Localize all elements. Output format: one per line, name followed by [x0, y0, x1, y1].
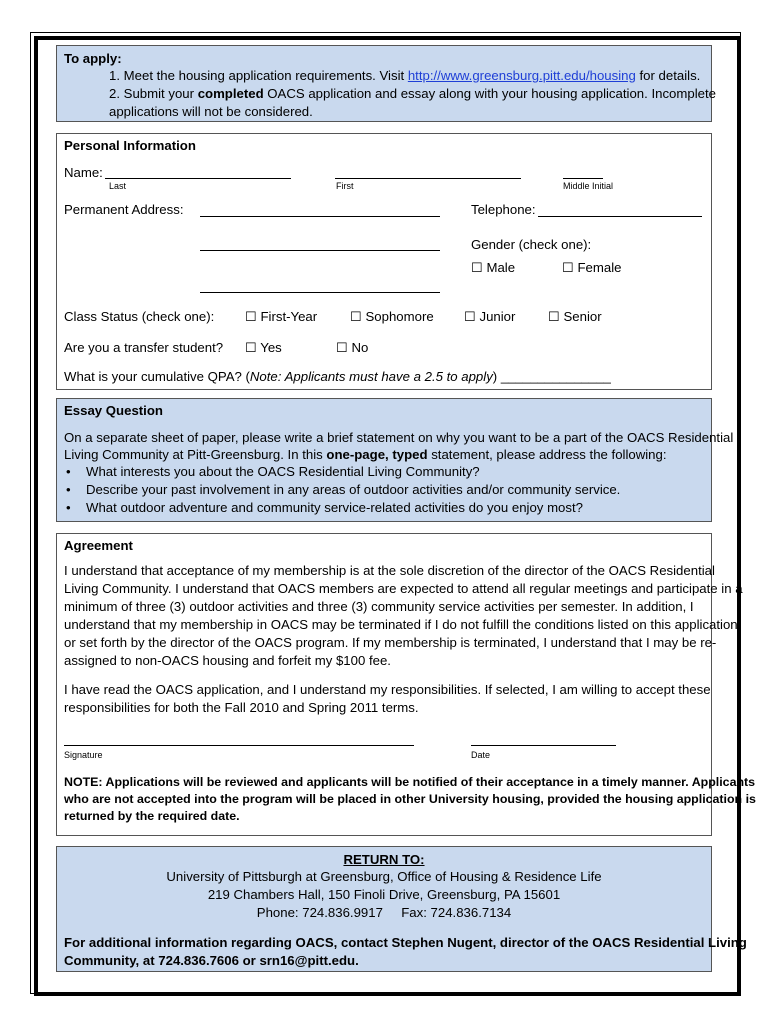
- return-line1: University of Pittsburgh at Greensburg, Office of Housing & Residence Life: [166, 869, 602, 884]
- contact-line1: For additional information regarding OACS, contact Stephen Nugent, director of the OACS Residential Living: [64, 935, 747, 950]
- list-item: • What interests you about the OACS Residential Living Community?: [64, 463, 620, 481]
- list-item: • What outdoor adventure and community service-related activities do you enjoy most?: [64, 499, 620, 517]
- transfer-label: Are you a transfer student?: [64, 340, 224, 355]
- telephone-label: Telephone:: [471, 202, 536, 217]
- note-line2: who are not accepted into the program will be placed in other University housing, provided the housing application is: [64, 792, 756, 806]
- return-line2: 219 Chambers Hall, 150 Finoli Drive, Greensburg, PA 15601: [207, 887, 561, 902]
- essay-heading: Essay Question: [64, 403, 163, 418]
- agreement-para1-line2: Living Community. I understand that OACS members are expected to attend all regular meetings and participate in a: [64, 581, 743, 596]
- middle-initial-field[interactable]: [563, 178, 603, 179]
- address-line-2[interactable]: [200, 250, 440, 251]
- qpa-question: What is your cumulative QPA? (Note: Applicants must have a 2.5 to apply) _______________: [64, 369, 611, 384]
- essay-intro-1: On a separate sheet of paper, please write a brief statement on why you want to be a part of the OACS Residential: [64, 430, 734, 445]
- transfer-no-checkbox[interactable]: ☐ No: [336, 340, 369, 355]
- agreement-para2-line2: responsibilities for both the Fall 2010 and Spring 2011 terms.: [64, 700, 419, 715]
- personal-heading: Personal Information: [64, 138, 196, 153]
- date-field[interactable]: [471, 745, 616, 746]
- class-junior-checkbox[interactable]: ☐ Junior: [464, 309, 516, 324]
- signature-caption: Signature: [64, 750, 103, 760]
- first-caption: First: [336, 181, 354, 191]
- return-line3: Phone: 724.836.9917 Fax: 724.836.7134: [256, 905, 512, 920]
- address-line-1[interactable]: [200, 216, 440, 217]
- return-heading: RETURN TO:: [343, 852, 425, 867]
- transfer-yes-checkbox[interactable]: ☐ Yes: [245, 340, 282, 355]
- class-senior-checkbox[interactable]: ☐ Senior: [548, 309, 602, 324]
- apply-step-1: 1. Meet the housing application requirements. Visit http://www.greensburg.pitt.edu/housing for details.: [109, 68, 701, 83]
- gender-male-checkbox[interactable]: ☐ Male: [471, 260, 516, 275]
- agreement-para1-line6: assigned to non-OACS housing and forfeit my $100 fee.: [64, 653, 391, 668]
- date-caption: Date: [471, 750, 491, 760]
- gender-female-checkbox[interactable]: ☐ Female: [562, 260, 622, 275]
- apply-step-2: 2. Submit your completed OACS application and essay along with your housing application. Incomplete: [109, 86, 716, 101]
- name-label: Name:: [64, 165, 103, 180]
- essay-bullets: [64, 463, 620, 517]
- housing-link[interactable]: http://www.greensburg.pitt.edu/housing: [407, 68, 636, 83]
- apply-step-2-cont: applications will not be considered.: [109, 104, 313, 119]
- contact-line2: Community, at 724.836.7606 or srn16@pitt.edu.: [64, 953, 359, 968]
- middle-caption: Middle Initial: [563, 181, 614, 191]
- note-line3: returned by the required date.: [64, 809, 240, 823]
- agreement-para1-line1: I understand that acceptance of my membership is at the sole discretion of the director of the OACS Residential: [64, 563, 715, 578]
- agreement-para1-line4: understand that my membership in OACS may be terminated if I do not fulfill the conditions listed on this application: [64, 617, 738, 632]
- agreement-section: [56, 533, 756, 836]
- agreement-para1-line3: minimum of three (3) outdoor activities and three (3) community service activities per semester. In addition, I: [64, 599, 694, 614]
- essay-intro-2: Living Community at Pitt-Greensburg. In this one-page, typed statement, please address the following:: [64, 447, 667, 462]
- agreement-para2-line1: I have read the OACS application, and I understand my responsibilities. If selected, I am willing to accept these: [64, 682, 711, 697]
- apply-heading: To apply:: [64, 51, 122, 66]
- last-name-field[interactable]: [105, 178, 291, 179]
- class-status-label: Class Status (check one):: [64, 309, 215, 324]
- note-line1: NOTE: Applications will be reviewed and applicants will be notified of their acceptance in a timely manner. Applicants: [64, 775, 756, 789]
- agreement-para1-line5: or set forth by the director of the OACS program. If my membership is terminated, I understand that I may be re-: [64, 635, 717, 650]
- list-item: • Describe your past involvement in any areas of outdoor activities and/or community service.: [64, 481, 620, 499]
- telephone-field[interactable]: [538, 216, 702, 217]
- class-sophomore-checkbox[interactable]: ☐ Sophomore: [350, 309, 434, 324]
- return-section: [56, 846, 747, 972]
- first-name-field[interactable]: [335, 178, 521, 179]
- personal-section: [56, 133, 712, 390]
- agreement-heading: Agreement: [64, 538, 133, 553]
- address-line-3[interactable]: [200, 292, 440, 293]
- signature-field[interactable]: [64, 745, 414, 746]
- apply-section: [56, 45, 716, 122]
- class-first-year-checkbox[interactable]: ☐ First-Year: [245, 309, 318, 324]
- last-caption: Last: [109, 181, 127, 191]
- essay-section: [56, 398, 734, 522]
- gender-label: Gender (check one):: [471, 237, 592, 252]
- address-label: Permanent Address:: [64, 202, 184, 217]
